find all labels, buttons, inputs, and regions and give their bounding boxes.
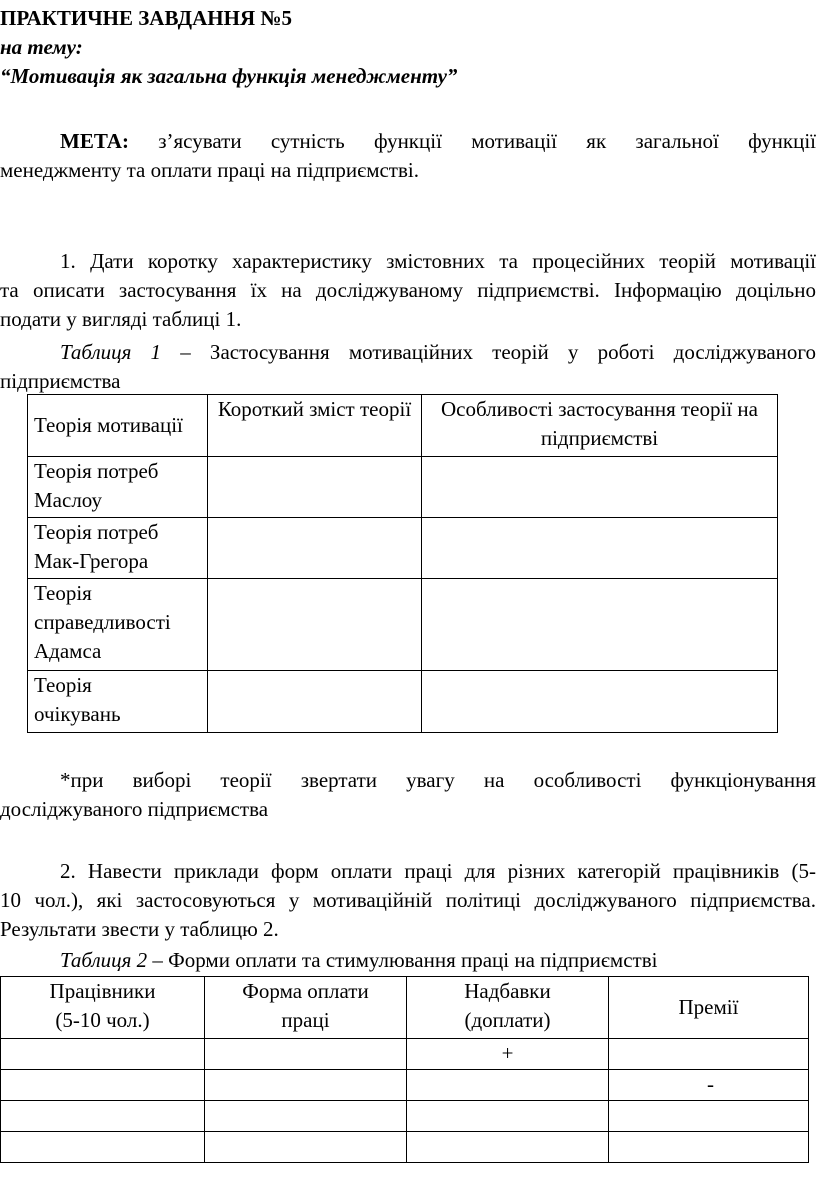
goal-line-1: [60, 127, 816, 156]
payment-form-cell[interactable]: [205, 1070, 407, 1101]
allowance-cell[interactable]: [407, 1070, 609, 1101]
header-employees: Працівники (5-10 чол.): [1, 977, 205, 1039]
theory-name: Теорія справедливості Адамса: [28, 579, 208, 671]
employee-cell[interactable]: [1, 1039, 205, 1070]
table2-caption: [60, 946, 816, 975]
task2-line-1: 2. Навести приклади форм оплати праці для різних категорій працівників (5-: [60, 859, 816, 883]
employee-cell[interactable]: [1, 1070, 205, 1101]
application-cell[interactable]: [422, 579, 778, 671]
task1-line-3: подати у вигляді таблиці 1.: [0, 307, 242, 331]
header-summary: Короткий зміст теорії: [208, 395, 422, 457]
document-subtitle: на тему:: [0, 35, 83, 59]
table-row: [28, 518, 778, 579]
theory-name: Теорія очікувань: [28, 671, 208, 733]
header-theory: Теорія мотивації: [28, 395, 208, 457]
summary-cell[interactable]: [208, 518, 422, 579]
application-cell[interactable]: [422, 671, 778, 733]
goal-text: з’ясувати сутність функції мотивації як загальної функції: [158, 129, 816, 153]
table-header-row: [28, 395, 778, 457]
table-row: [1, 1132, 809, 1163]
summary-cell[interactable]: [208, 579, 422, 671]
table2-caption-label: Таблиця 2: [60, 948, 148, 972]
motivation-theories-table: [27, 394, 778, 733]
bonus-cell[interactable]: -: [609, 1070, 809, 1101]
employee-cell[interactable]: [1, 1101, 205, 1132]
bonus-cell[interactable]: [609, 1101, 809, 1132]
table1-caption-line-2: підприємства: [0, 369, 121, 393]
application-cell[interactable]: [422, 518, 778, 579]
goal-line-2: менеджменту та оплати праці на підприємстві.: [0, 158, 419, 182]
table-row: [1, 1070, 809, 1101]
table-row: [1, 1039, 809, 1070]
task1-line-1: 1. Дати коротку характеристику змістовних та процесійних теорій мотивації: [60, 249, 816, 273]
note-line-2: досліджуваного підприємства: [0, 797, 269, 821]
payment-form-cell[interactable]: [205, 1101, 407, 1132]
table-row: [28, 457, 778, 518]
table-header-row: [1, 977, 809, 1039]
table1-caption: Таблиця 1 – Застосування мотиваційних теорій у роботі досліджуваного: [60, 340, 816, 364]
payment-form-cell[interactable]: [205, 1132, 407, 1163]
table-row: [28, 579, 778, 671]
task2-line-2: 10 чол.), які застосовуються у мотиваційній політиці досліджуваного підприємства.: [0, 888, 816, 912]
allowance-cell[interactable]: [407, 1132, 609, 1163]
payment-form-cell[interactable]: [205, 1039, 407, 1070]
allowance-cell[interactable]: +: [407, 1039, 609, 1070]
summary-cell[interactable]: [208, 671, 422, 733]
table-row: [28, 671, 778, 733]
theory-name: Теорія потреб Маслоу: [28, 457, 208, 518]
theory-name: Теорія потреб Мак-Грегора: [28, 518, 208, 579]
bonus-cell[interactable]: [609, 1039, 809, 1070]
header-allowances: Надбавки (доплати): [407, 977, 609, 1039]
summary-cell[interactable]: [208, 457, 422, 518]
table1-caption-label: Таблиця 1: [60, 340, 162, 364]
goal-label: МЕТА:: [60, 129, 129, 153]
application-cell[interactable]: [422, 457, 778, 518]
task2-line-3: Результати звести у таблицю 2.: [0, 917, 279, 941]
table1-caption-text: Застосування мотиваційних теорій у роботі досліджуваного: [209, 340, 816, 364]
note-line-1: *при виборі теорії звертати увагу на особливості функціонування: [60, 768, 816, 792]
task1-line-2: та описати застосування їх на досліджуваному підприємстві. Інформацію доцільно: [0, 278, 816, 302]
allowance-cell[interactable]: [407, 1101, 609, 1132]
document-title: ПРАКТИЧНЕ ЗАВДАННЯ №5: [0, 6, 292, 30]
table-row: [1, 1101, 809, 1132]
header-bonuses: Премії: [609, 977, 809, 1039]
bonus-cell[interactable]: [609, 1132, 809, 1163]
document-topic: “Мотивація як загальна функція менеджменту”: [0, 64, 458, 88]
header-application: Особливості застосування теорії на підприємстві: [422, 395, 778, 457]
header-payment-form: Форма оплати праці: [205, 977, 407, 1039]
employee-cell[interactable]: [1, 1132, 205, 1163]
table2-caption-text: – Форми оплати та стимулювання праці на підприємстві: [147, 948, 658, 972]
payment-forms-table: [0, 976, 809, 1163]
